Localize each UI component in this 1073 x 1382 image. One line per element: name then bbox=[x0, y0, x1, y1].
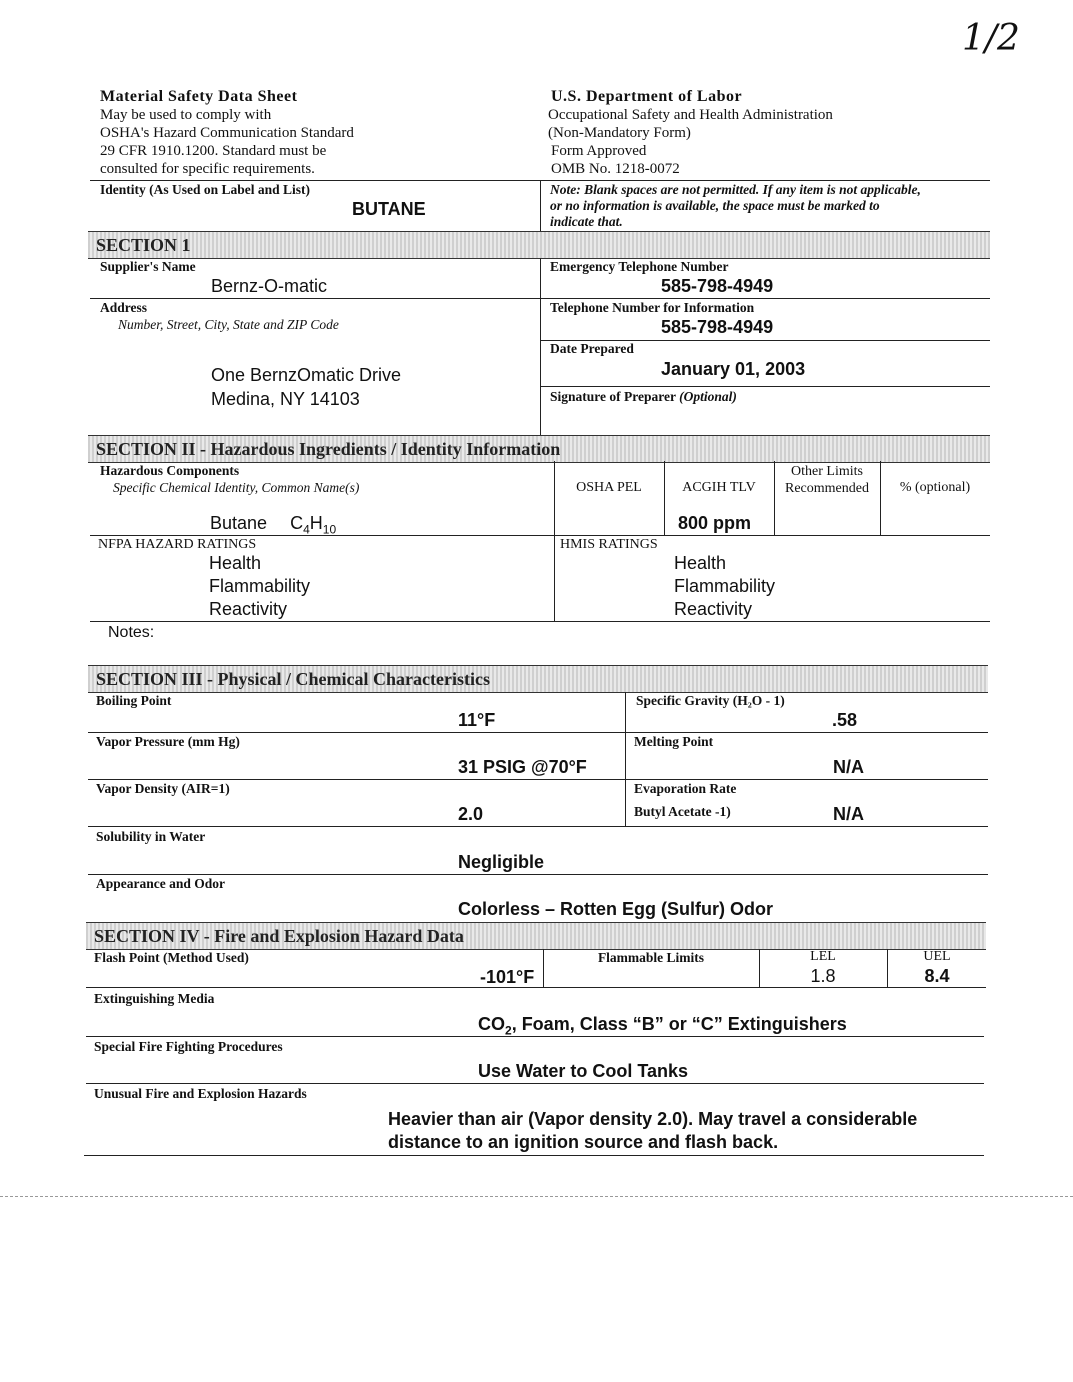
rule bbox=[88, 779, 988, 780]
emergency-phone-value: 585-798-4949 bbox=[661, 276, 774, 296]
rule bbox=[90, 535, 990, 536]
rule bbox=[86, 1036, 984, 1037]
extinguishing-media-value bbox=[478, 1014, 847, 1038]
supplier-value: Bernz-O-matic bbox=[211, 276, 328, 296]
formula-c-subscript: 4 bbox=[303, 522, 310, 537]
rule bbox=[90, 621, 990, 622]
formula-c: C bbox=[290, 513, 304, 533]
address-sublabel: Number, Street, City, State and ZIP Code bbox=[118, 317, 339, 332]
hmis-reactivity: Reactivity bbox=[674, 599, 753, 619]
section-2-header bbox=[88, 435, 990, 463]
notes-label: Notes: bbox=[108, 624, 155, 641]
identity-note bbox=[550, 182, 921, 230]
identity-note-line: Note: Blank spaces are not permitted. If any item is not applicable, bbox=[550, 182, 921, 197]
specific-gravity-label: Specific Gravity (H₂O - 1) bbox=[636, 693, 785, 708]
appearance-value: Colorless – Rotten Egg (Sulfur) Odor bbox=[458, 899, 774, 919]
header-left-line: consulted for specific requirements. bbox=[100, 161, 315, 177]
appearance-label: Appearance and Odor bbox=[96, 876, 226, 891]
address-line-2: Medina, NY 14103 bbox=[211, 389, 360, 409]
supplier-label: Supplier's Name bbox=[100, 259, 196, 274]
hmis-flammability: Flammability bbox=[674, 576, 776, 596]
component-name bbox=[210, 513, 336, 537]
formula-h: H bbox=[309, 513, 323, 533]
other-limits-header bbox=[774, 463, 880, 497]
hazardous-components-label: Hazardous Components bbox=[100, 463, 240, 478]
boiling-point-value: 11°F bbox=[458, 710, 496, 730]
rule bbox=[880, 461, 881, 535]
rule bbox=[90, 298, 990, 299]
signature-label-text: Signature of Preparer bbox=[550, 389, 676, 404]
acgih-tlv-header: ACGIH TLV bbox=[682, 480, 756, 495]
nfpa-label: NFPA HAZARD RATINGS bbox=[98, 537, 257, 552]
scan-divider bbox=[0, 1196, 1073, 1197]
hmis-health: Health bbox=[674, 553, 727, 573]
hmis-label: HMIS RATINGS bbox=[560, 537, 658, 552]
rule bbox=[88, 874, 988, 875]
info-phone-value: 585-798-4949 bbox=[661, 317, 774, 337]
identity-label: Identity (As Used on Label and List) bbox=[100, 182, 311, 197]
flammable-limits-label: Flammable Limits bbox=[597, 950, 705, 965]
component-name-text: Butane bbox=[210, 513, 268, 533]
header-right-line: Form Approved bbox=[551, 143, 647, 159]
section-4-header bbox=[86, 922, 986, 950]
lel-value: 1.8 bbox=[810, 966, 836, 986]
section-1-title: SECTION 1 bbox=[96, 235, 191, 255]
header-left-line: 29 CFR 1910.1200. Standard must be bbox=[100, 143, 327, 159]
uel-value: 8.4 bbox=[924, 966, 950, 986]
header-left-line: OSHA's Hazard Communication Standard bbox=[100, 125, 354, 141]
rule bbox=[540, 386, 990, 387]
percent-header: % (optional) bbox=[899, 480, 971, 495]
section-2-title: SECTION II - Hazardous Ingredients / Identity Information bbox=[96, 439, 561, 459]
signature-label bbox=[550, 389, 737, 405]
lel-label: LEL bbox=[810, 949, 836, 964]
handwritten-page-note: 1/2 bbox=[962, 18, 1020, 59]
other-limits-line: Other Limits bbox=[791, 464, 863, 479]
section-1-header bbox=[88, 231, 990, 259]
uel-label: UEL bbox=[923, 949, 951, 964]
unusual-hazards-line-1: Heavier than air (Vapor density 2.0). May travel a considerable bbox=[388, 1109, 918, 1129]
header-left-line: May be used to comply with bbox=[100, 107, 272, 123]
solubility-label: Solubility in Water bbox=[96, 829, 206, 844]
rule bbox=[86, 987, 986, 988]
flash-point-label: Flash Point (Method Used) bbox=[94, 950, 249, 965]
msds-title: Material Safety Data Sheet bbox=[100, 88, 298, 105]
section-4-title: SECTION IV - Fire and Explosion Hazard Data bbox=[94, 926, 464, 946]
rule bbox=[88, 826, 988, 827]
melting-point-label: Melting Point bbox=[634, 734, 714, 749]
melting-point-value: N/A bbox=[833, 757, 864, 777]
vapor-density-label: Vapor Density (AIR=1) bbox=[96, 781, 230, 796]
rule bbox=[84, 1155, 984, 1156]
extinguishing-subscript: 2 bbox=[505, 1023, 512, 1038]
identity-note-line: or no information is available, the space must be marked to bbox=[550, 198, 880, 213]
vapor-pressure-value: 31 PSIG @70°F bbox=[458, 757, 587, 777]
component-formula bbox=[290, 513, 337, 537]
other-limits-line: Recommended bbox=[785, 481, 869, 496]
identity-value: BUTANE bbox=[352, 199, 426, 219]
info-phone-label: Telephone Number for Information bbox=[550, 300, 755, 315]
nfpa-health: Health bbox=[209, 553, 262, 573]
date-prepared-value: January 01, 2003 bbox=[661, 359, 806, 379]
unusual-hazards-line-2: distance to an ignition source and flash back. bbox=[388, 1132, 779, 1152]
specific-gravity-value: .58 bbox=[832, 710, 858, 730]
emergency-phone-label: Emergency Telephone Number bbox=[550, 259, 729, 274]
extinguishing-rest: , Foam, Class “B” or “C” Extinguishers bbox=[511, 1014, 847, 1034]
solubility-value: Negligible bbox=[458, 852, 545, 872]
rule bbox=[540, 258, 541, 436]
nfpa-flammability: Flammability bbox=[209, 576, 311, 596]
header-right-line: (Non-Mandatory Form) bbox=[548, 125, 691, 141]
header-right-line: Occupational Safety and Health Administration bbox=[548, 107, 833, 123]
header-right-line: OMB No. 1218-0072 bbox=[551, 161, 680, 177]
section-3-title: SECTION III - Physical / Chemical Characteristics bbox=[96, 669, 490, 689]
evaporation-rate-value: N/A bbox=[833, 804, 864, 824]
header-right bbox=[548, 88, 833, 178]
rule bbox=[88, 732, 988, 733]
evaporation-rate-sublabel: Butyl Acetate -1) bbox=[634, 804, 731, 819]
nfpa-reactivity: Reactivity bbox=[209, 599, 288, 619]
section-3-header bbox=[88, 665, 988, 693]
vapor-density-value: 2.0 bbox=[458, 804, 484, 824]
evaporation-rate-label: Evaporation Rate bbox=[634, 781, 737, 796]
rule bbox=[86, 1083, 984, 1084]
identity-note-line: indicate that. bbox=[550, 214, 623, 229]
rule bbox=[664, 461, 665, 535]
formula-h-subscript: 10 bbox=[322, 522, 337, 537]
vapor-pressure-label: Vapor Pressure (mm Hg) bbox=[96, 734, 240, 749]
signature-optional: (Optional) bbox=[679, 389, 737, 404]
date-prepared-label: Date Prepared bbox=[550, 341, 634, 356]
address-label: Address bbox=[100, 300, 148, 315]
osha-pel-header: OSHA PEL bbox=[576, 480, 642, 495]
rule bbox=[625, 692, 626, 826]
address-line-1: One BernzOmatic Drive bbox=[211, 365, 402, 385]
special-procedures-value: Use Water to Cool Tanks bbox=[478, 1061, 689, 1081]
flash-point-value: -101°F bbox=[480, 967, 535, 987]
acgih-tlv-value: 800 ppm bbox=[678, 513, 752, 533]
special-procedures-label: Special Fire Fighting Procedures bbox=[94, 1039, 283, 1054]
boiling-point-label: Boiling Point bbox=[96, 693, 172, 708]
extinguishing-media-label: Extinguishing Media bbox=[94, 991, 215, 1006]
dol-title: U.S. Department of Labor bbox=[551, 88, 743, 105]
extinguishing-co: CO bbox=[478, 1014, 505, 1034]
rule bbox=[540, 180, 541, 232]
unusual-hazards-label: Unusual Fire and Explosion Hazards bbox=[94, 1086, 307, 1101]
hazardous-components-sublabel: Specific Chemical Identity, Common Name(s) bbox=[113, 480, 360, 495]
header-left bbox=[100, 88, 354, 178]
